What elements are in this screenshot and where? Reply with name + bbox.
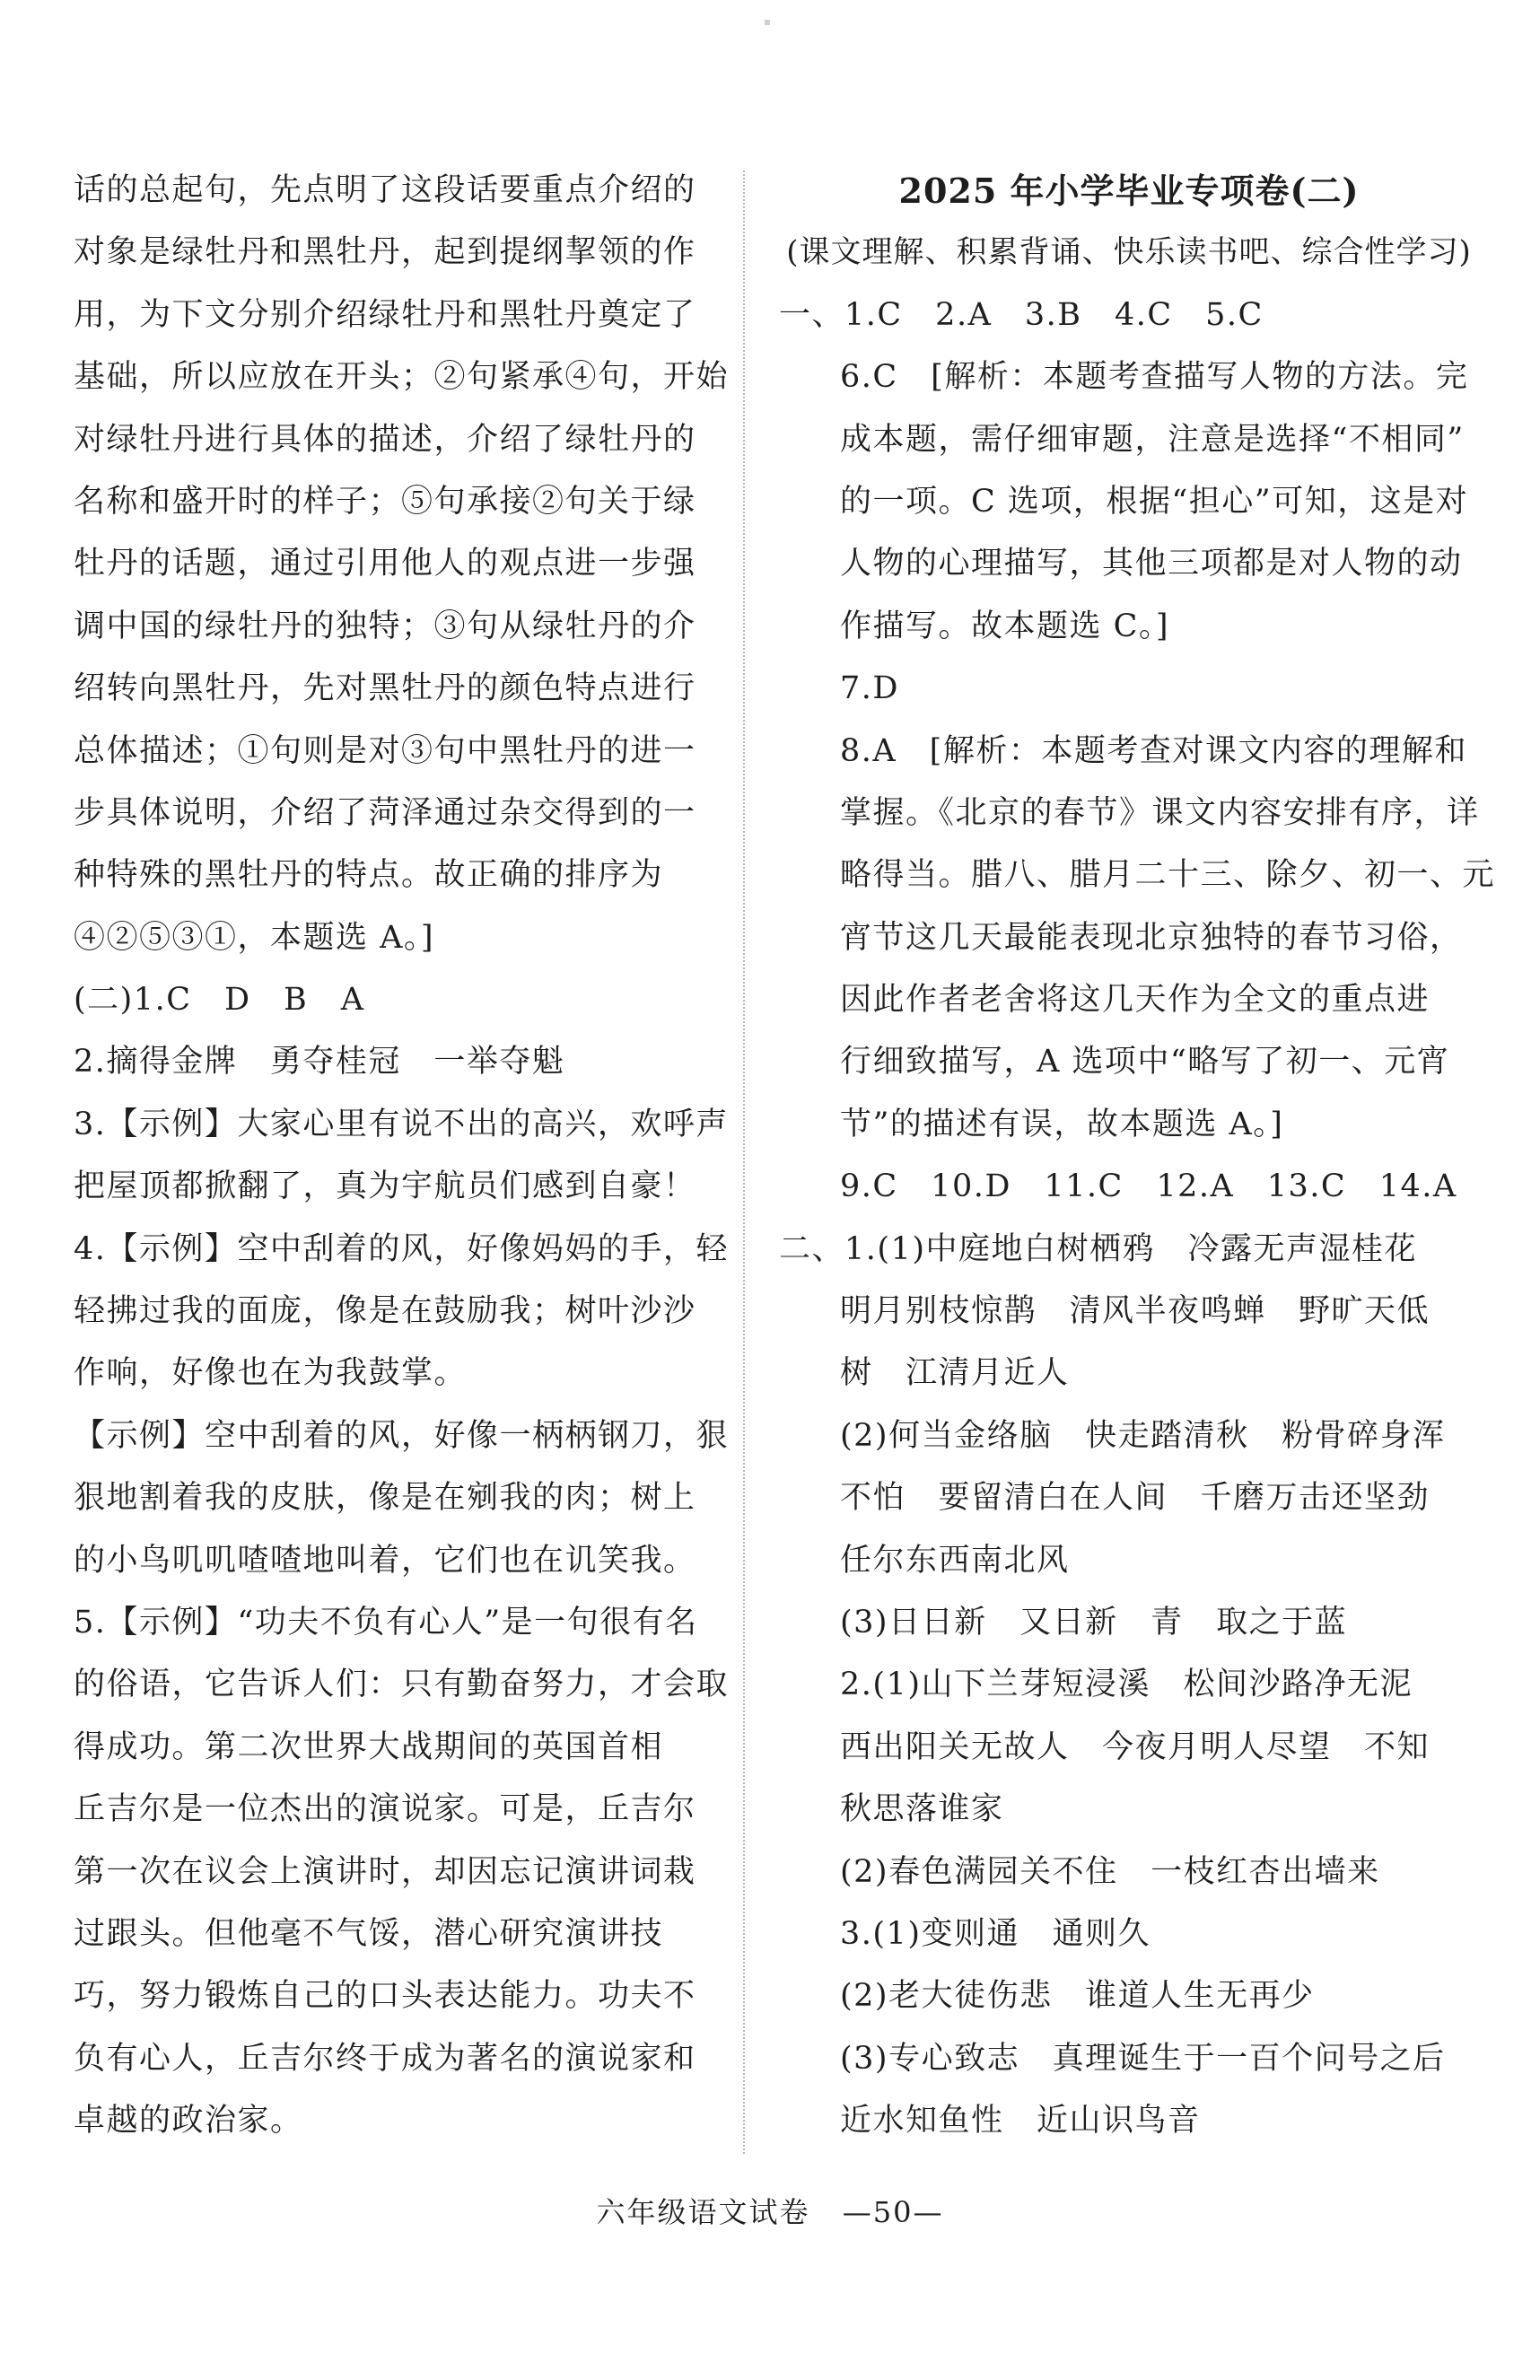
text-line: 明月别枝惊鹊 清风半夜鸣蝉 野旷天低 [840, 1293, 1431, 1330]
text-line: 负有心人，丘吉尔终于成为著名的演说家和 [74, 2040, 696, 2077]
text-line: 丘吉尔是一位杰出的演说家。可是，丘吉尔 [74, 1791, 696, 1828]
text-line: (3)专心致志 真理诞生于一百个问号之后 [840, 2040, 1446, 2077]
text-line: 得成功。第二次世界大战期间的英国首相 [74, 1728, 664, 1765]
answer-5: 5.【示例】“功夫不负有心人”是一句很有名 [74, 1604, 698, 1641]
section-subtitle: (课文理解、积累背诵、快乐读书吧、综合性学习) [786, 234, 1472, 271]
text-line: 节”的描述有误，故本题选 A。] [840, 1106, 1284, 1142]
text-line: 把屋顶都掀翻了，真为宇航员们感到自豪！ [74, 1168, 696, 1205]
text-line: 人物的心理描写，其他三项都是对人物的动 [840, 546, 1463, 582]
answer-group-2-1: (二)1.C D B A [74, 982, 365, 1019]
text-line: 轻拂过我的面庞，像是在鼓励我；树叶沙沙 [74, 1293, 696, 1330]
text-line: 掌握。《北京的春节》课文内容安排有序，详 [840, 794, 1480, 831]
section-title: 2025 年小学毕业专项卷(二) [898, 171, 1360, 211]
column-divider [743, 171, 745, 2154]
text-line: 第一次在议会上演讲时，却因忘记演讲词栽 [74, 1853, 696, 1890]
text-line: 狠地割着我的皮肤，像是在剜我的肉；树上 [74, 1480, 696, 1517]
page-number: —50— [842, 2195, 944, 2229]
left-column [74, 160, 730, 2153]
answer-part-2-3: 3.(1)变则通 通则久 [840, 1915, 1151, 1952]
footer-label: 六年级语文试卷 [596, 2195, 810, 2229]
text-line: 成本题，需仔细审题，注意是选择“不相同” [840, 421, 1465, 458]
answer-part-2-2: 2.(1)山下兰芽短浸溪 松间沙路净无泥 [840, 1667, 1413, 1703]
text-line: 巧，努力锻炼自己的口头表达能力。功夫不 [74, 1978, 696, 2015]
text-line: (2)何当金络脑 快走踏清秋 粉骨碎身浑 [840, 1417, 1446, 1454]
answer-4-example-2: 【示例】空中刮着的风，好像一柄柄钢刀，狠 [74, 1417, 730, 1454]
text-line: 的俗语，它告诉人们：只有勤奋努力，才会取 [74, 1667, 730, 1703]
answer-part-2-1: 二、1.(1)中庭地白树栖鸦 冷露无声湿桂花 [779, 1230, 1417, 1267]
text-line: 的一项。C 选项，根据“担心”可知，这是对 [840, 483, 1469, 520]
page-footer [0, 2190, 1540, 2231]
text-line: ④②⑤③①，本题选 A。] [74, 919, 435, 956]
text-line: 略得当。腊八、腊月二十三、除夕、初一、元 [840, 857, 1496, 894]
text-line: 因此作者老舍将这几天作为全文的重点进 [840, 982, 1431, 1019]
text-line: 行细致描写，A 选项中“略写了初一、元宵 [840, 1044, 1450, 1081]
text-line: 基础，所以应放在开头；②句紧承④句，开始 [74, 359, 730, 396]
text-line: 不怕 要留清白在人间 千磨万击还坚劲 [840, 1480, 1431, 1517]
text-line: 作响，好像也在为我鼓掌。 [74, 1355, 468, 1392]
text-line: 牡丹的话题，通过引用他人的观点进一步强 [74, 546, 696, 582]
text-line: 作描写。故本题选 C。] [840, 608, 1170, 644]
answer-6: 6.C [解析：本题考查描写人物的方法。完 [840, 359, 1469, 396]
text-line: 过跟头。但他毫不气馁，潜心研究演讲技 [74, 1915, 664, 1952]
text-line: 卓越的政治家。 [74, 2103, 303, 2139]
answer-8: 8.A [解析：本题考查对课文内容的理解和 [840, 732, 1467, 769]
text-line: 近水知鱼性 近山识鸟音 [840, 2103, 1201, 2139]
answer-3: 3.【示例】大家心里有说不出的高兴，欢呼声 [74, 1106, 729, 1142]
answer-4: 4.【示例】空中刮着的风，好像妈妈的手，轻 [74, 1230, 729, 1267]
page-mark [765, 20, 770, 25]
text-line: 种特殊的黑牡丹的特点。故正确的排序为 [74, 857, 664, 894]
text-line: 宵节这几天最能表现北京独特的春节习俗， [840, 919, 1463, 956]
text-line: 绍转向黑牡丹，先对黑牡丹的颜色特点进行 [74, 670, 696, 707]
text-line: 树 江清月近人 [840, 1355, 1070, 1392]
text-line: 名称和盛开时的样子；⑤句承接②句关于绿 [74, 483, 696, 520]
text-line: 秋思落谁家 [840, 1791, 1004, 1828]
text-line: 的小鸟叽叽喳喳地叫着，它们也在讥笑我。 [74, 1542, 696, 1579]
text-line: 任尔东西南北风 [840, 1542, 1070, 1579]
text-line: 对绿牡丹进行具体的描述，介绍了绿牡丹的 [74, 421, 696, 458]
text-line: 话的总起句，先点明了这段话要重点介绍的 [74, 172, 696, 208]
text-line: 调中国的绿牡丹的独特；③句从绿牡丹的介 [74, 608, 696, 644]
answer-1-5: 一、1.C 2.A 3.B 4.C 5.C [779, 296, 1264, 333]
answer-2: 2.摘得金牌 勇夺桂冠 一举夺魁 [74, 1044, 565, 1081]
text-line: 用，为下文分别介绍绿牡丹和黑牡丹奠定了 [74, 296, 696, 333]
right-column [779, 160, 1496, 2153]
text-line: (2)春色满园关不住 一枝红杏出墙来 [840, 1853, 1380, 1890]
text-line: (2)老大徒伤悲 谁道人生无再少 [840, 1978, 1315, 2015]
text-line: 总体描述；①句则是对③句中黑牡丹的进一 [74, 732, 696, 769]
text-line: 步具体说明，介绍了菏泽通过杂交得到的一 [74, 794, 696, 831]
text-line: 西出阳关无故人 今夜月明人尽望 不知 [840, 1728, 1431, 1765]
answer-7: 7.D [840, 670, 899, 707]
answer-9-14: 9.C 10.D 11.C 12.A 13.C 14.A [840, 1168, 1457, 1205]
text-line: (3)日日新 又日新 青 取之于蓝 [840, 1604, 1348, 1641]
text-line: 对象是绿牡丹和黑牡丹，起到提纲挈领的作 [74, 234, 696, 271]
